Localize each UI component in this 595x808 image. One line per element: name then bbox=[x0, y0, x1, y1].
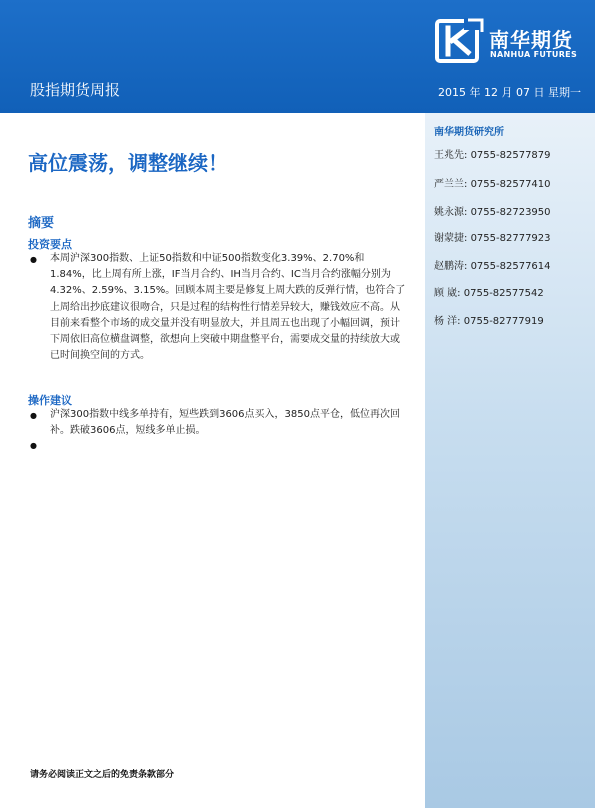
contact-phone: 0755-82777923 bbox=[470, 233, 551, 244]
contact-phone: 0755-82577614 bbox=[470, 261, 551, 272]
contact-row bbox=[434, 229, 551, 244]
contact-phone: 0755-82777919 bbox=[463, 316, 544, 327]
sidebar-title: 南华期货研究所 bbox=[434, 127, 504, 138]
advice-heading: 操作建议 bbox=[28, 394, 72, 407]
contact-name: 王兆先: bbox=[434, 150, 468, 161]
contact-row bbox=[434, 146, 551, 161]
contact-row bbox=[434, 257, 551, 272]
report-date: 2015 年 12 月 07 日 星期一 bbox=[438, 86, 581, 99]
bullet-icon: ● bbox=[30, 441, 37, 450]
analyst-sidebar bbox=[425, 113, 595, 808]
brand-name-cn: 南华期货 bbox=[489, 28, 573, 52]
contact-phone: 0755-82577542 bbox=[463, 288, 544, 299]
key-points-paragraph: 本周沪深300指数、上证50指数和中证500指数变化3.39%、2.70%和1.84%，比上周有所上涨，IF当月合约、IH当月合约、IC当月合约涨幅分别为4.32%、2.59%、3.15%。回顾本周主要是修复上周大跌的反弹行情，也符合了上周给出抄底建议很吻合，只是过程的结构性行情差异较大，赚钱效应不高。从目前来看整个市场的成交量并没有明显放大，并且周五也出现了小幅回调，预计下周依旧高位横盘调整，欲想向上突破中期盘整平台，需要成交量的持续放大或已时间换空间的方式。 bbox=[50, 253, 406, 362]
summary-heading: 摘要 bbox=[28, 216, 55, 231]
brand-name-en: NANHUA FUTURES bbox=[490, 50, 578, 59]
contact-phone: 0755-82577879 bbox=[470, 150, 551, 161]
contact-phone: 0755-82577410 bbox=[470, 179, 551, 190]
advice-paragraph: 沪深300指数中线多单持有，短些跌到3606点买入，3850点平仓，低位再次回补。跌破3606点，短线多单止损。 bbox=[50, 409, 400, 437]
key-points-heading: 投资要点 bbox=[28, 238, 72, 251]
bullet-icon: ● bbox=[30, 411, 37, 420]
contact-row bbox=[434, 312, 544, 327]
contact-row bbox=[434, 175, 551, 190]
contact-name: 顾 崴: bbox=[434, 288, 461, 299]
contact-name: 姚永源: bbox=[434, 207, 468, 218]
contact-name: 谢蒙捷: bbox=[434, 233, 468, 244]
footer-disclaimer: 请务必阅读正文之后的免责条款部分 bbox=[30, 770, 175, 780]
nanhua-logo-icon bbox=[434, 18, 486, 64]
brand-logo bbox=[434, 18, 584, 64]
contact-row bbox=[434, 284, 544, 299]
report-headline: 高位震荡，调整继续！ bbox=[28, 151, 228, 175]
header-band bbox=[0, 0, 595, 113]
contact-name: 杨 洋: bbox=[434, 316, 461, 327]
bullet-icon: ● bbox=[30, 255, 37, 264]
contact-name: 严兰兰: bbox=[434, 179, 468, 190]
report-type: 股指期货周报 bbox=[30, 81, 121, 99]
contact-row bbox=[434, 203, 551, 218]
contact-name: 赵鹏涛: bbox=[434, 261, 468, 272]
contact-phone: 0755-82723950 bbox=[470, 207, 551, 218]
